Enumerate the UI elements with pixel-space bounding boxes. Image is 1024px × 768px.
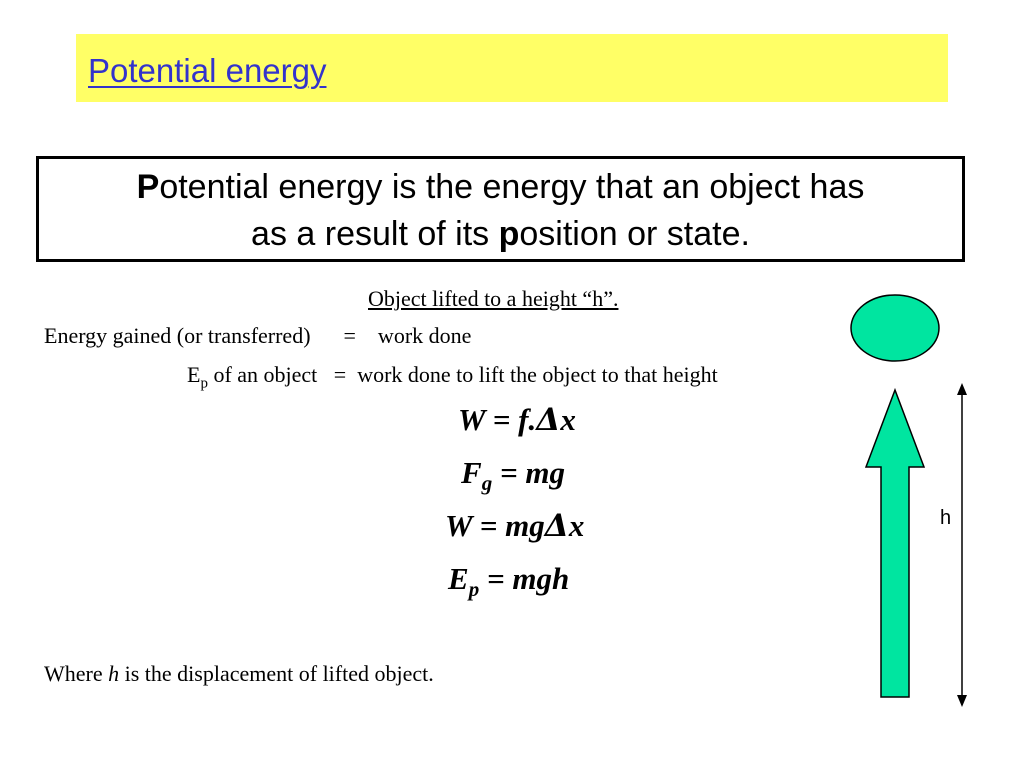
- formula-3-left: W = mg: [445, 508, 545, 543]
- definition-initial: P: [136, 168, 160, 206]
- definition-position-initial: p: [498, 215, 520, 253]
- ep-subscript: p: [200, 375, 208, 392]
- height-arrowhead-top: [957, 383, 967, 395]
- formula-1-left: W = f.: [458, 402, 537, 437]
- formula-4-left: E: [448, 561, 469, 596]
- height-label: h: [940, 507, 952, 529]
- formula-2-subscript: g: [481, 471, 493, 496]
- formula-4-right: = mgh: [479, 561, 570, 596]
- energy-gained-statement: Energy gained (or transferred) = work done: [44, 323, 472, 348]
- delta-symbol: Δ: [536, 402, 561, 438]
- formula-2-left: F: [461, 455, 482, 490]
- height-arrowhead-bottom: [957, 695, 967, 707]
- lifted-object-circle: [851, 295, 939, 361]
- lift-arrow: [866, 390, 924, 697]
- formula-3-right: x: [568, 508, 585, 543]
- where-rest: is the displacement of lifted object.: [119, 661, 434, 686]
- ep-statement-text: of an object = work done to lift the object to that height: [207, 362, 718, 387]
- lifted-object-heading: Object lifted to a height “h”.: [368, 286, 619, 311]
- ep-symbol: E: [187, 362, 201, 387]
- definition-line-2-start: as a result of its: [251, 215, 499, 253]
- formula-4-subscript: p: [468, 577, 480, 602]
- formula-2-right: = mg: [492, 455, 565, 490]
- where-start: Where: [44, 661, 109, 686]
- formula-1-right: x: [560, 402, 576, 437]
- definition-line-1-text: otential energy is the energy that an object has: [159, 168, 865, 206]
- slide-title: Potential energy: [88, 52, 327, 89]
- where-h: h: [108, 661, 120, 686]
- definition-line-2-text: osition or state.: [519, 215, 750, 253]
- delta-symbol: Δ: [544, 508, 569, 544]
